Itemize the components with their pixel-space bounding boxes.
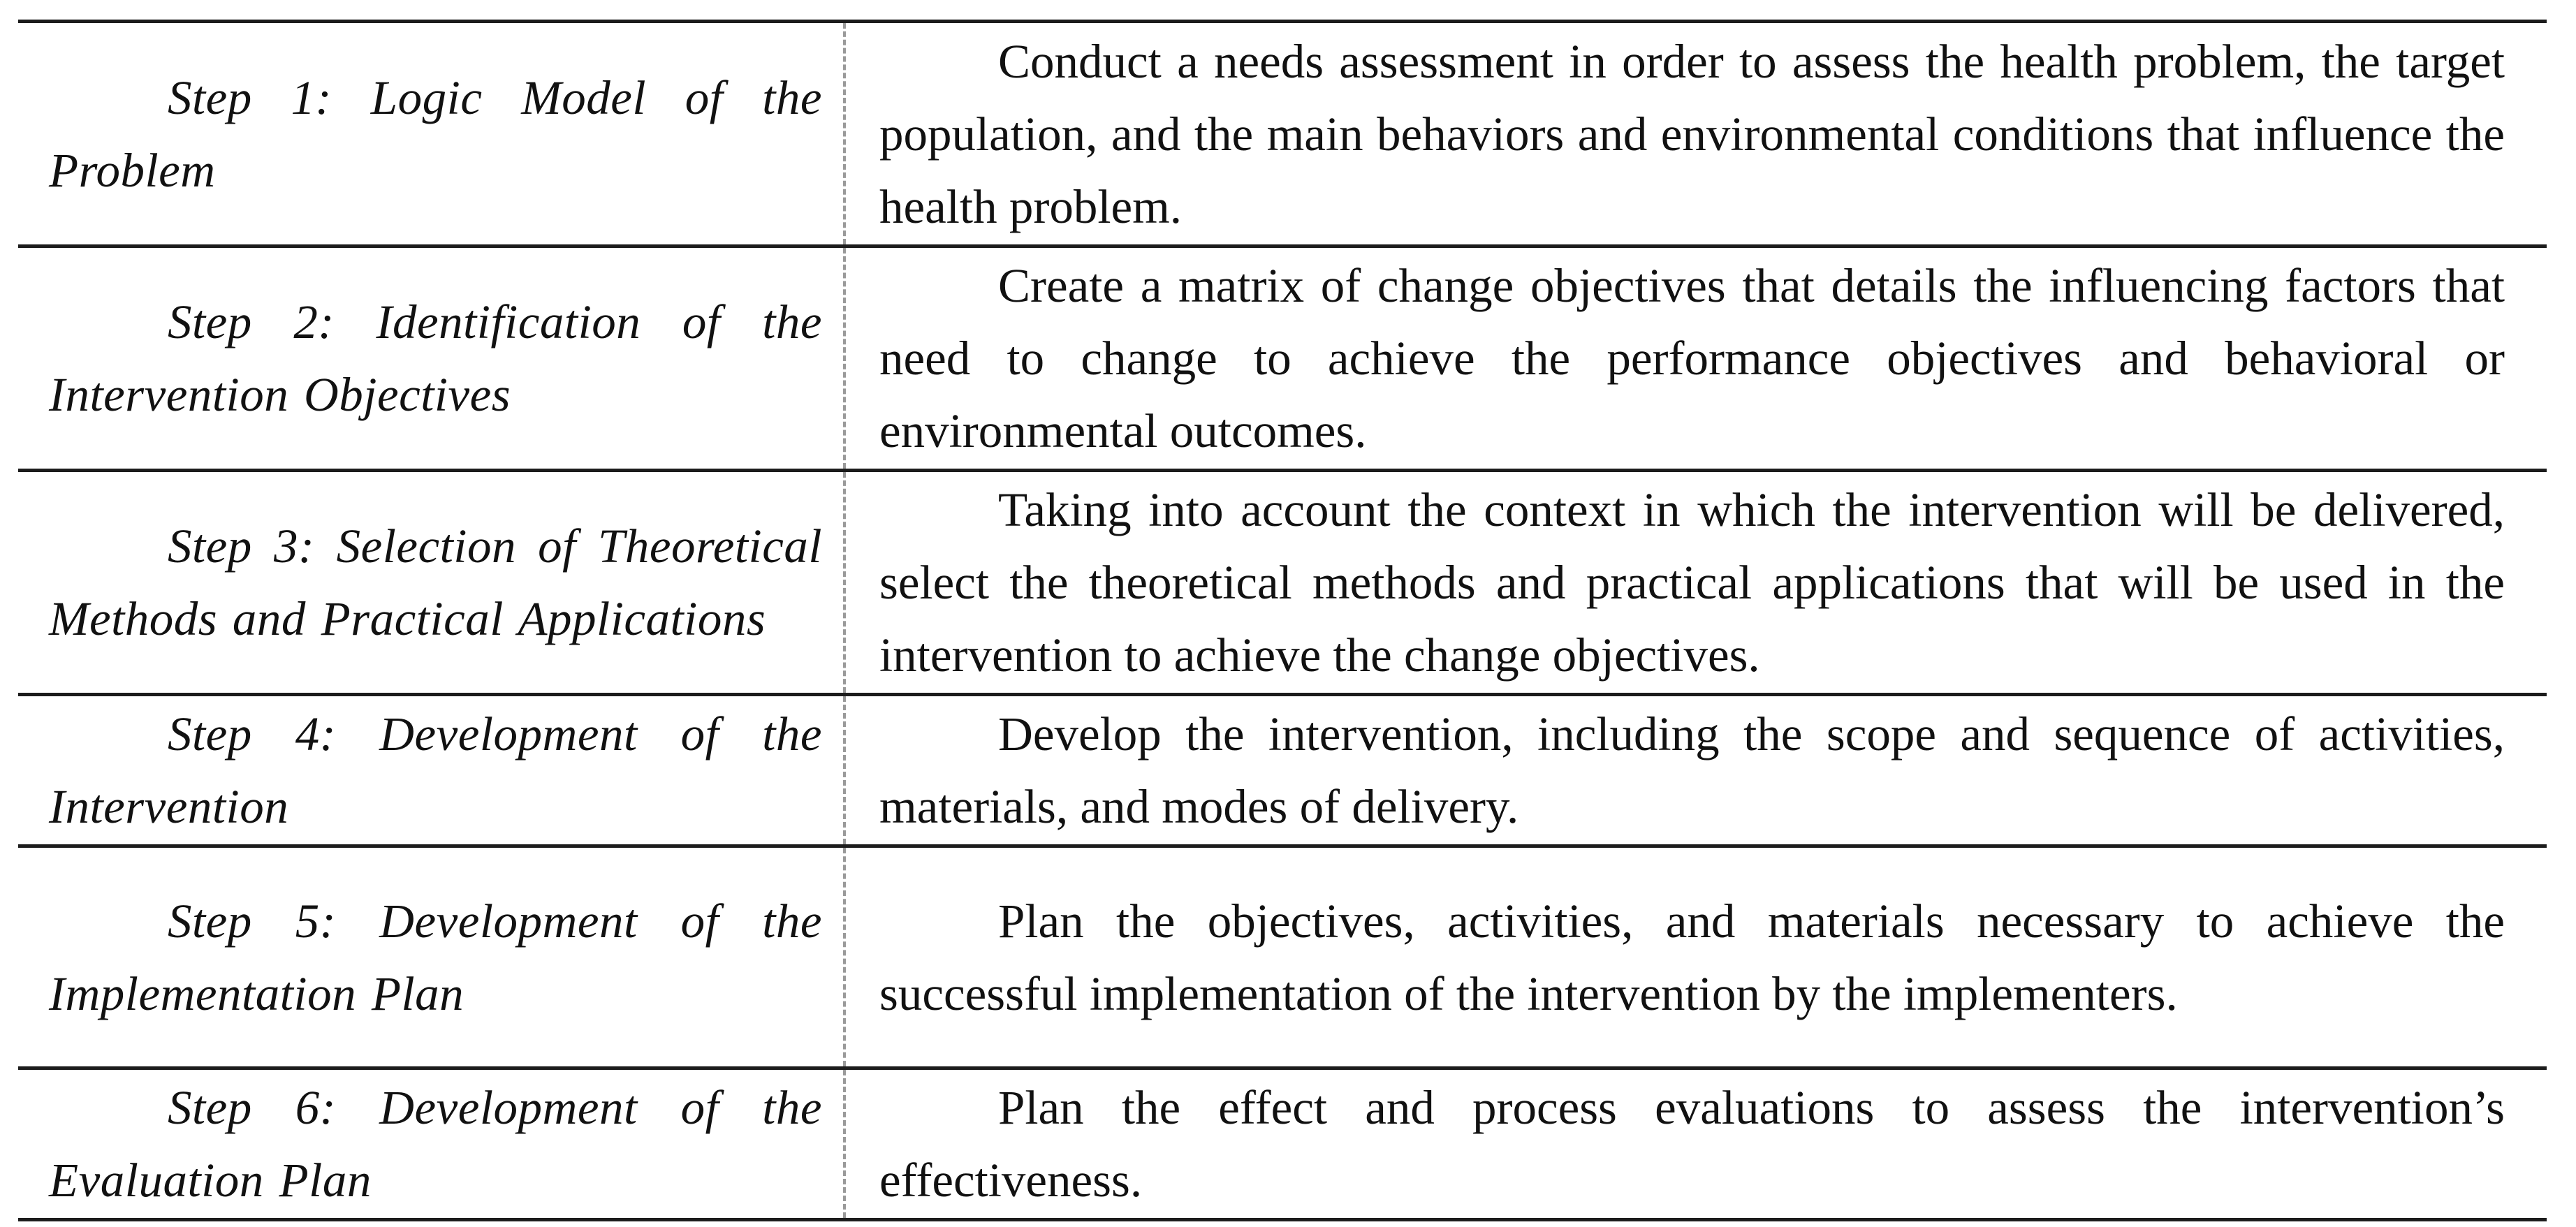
step-description-cell: Plan the effect and process evaluations to assess the intervention’s effectiveness. [879,1081,2505,1207]
table-row [18,1068,2547,1220]
step-name-cell: Step 3: Selection of Theoretical Methods and Practical Applications [18,471,844,695]
step-description-cell: Plan the objectives, activities, and materials necessary to achieve the successful implementation of the intervention by the implementers. [879,894,2505,1020]
step-description-cell: Develop the intervention, including the scope and sequence of activities, materials, and modes of delivery. [879,707,2505,833]
table-row [18,471,2547,695]
step-name-cell: Step 6: Development of the Evaluation Plan [18,1068,844,1220]
table-row [18,695,2547,846]
step-description-cell: Taking into account the context in which the intervention will be delivered, select the theoretical methods and practical applications that will be used in the intervention to achieve the change objectives. [879,483,2505,682]
step-description-cell: Create a matrix of change objectives that details the influencing factors that need to change to achieve the performance objectives and behavioral or environmental outcomes. [879,259,2505,457]
step-name-cell: Step 1: Logic Model of the Problem [18,22,844,247]
intervention-mapping-steps-table [18,20,2547,1221]
step-description-cell: Conduct a needs assessment in order to assess the health problem, the target population, and the main behaviors and environmental conditions that influence the health problem. [879,34,2505,233]
table-row [18,22,2547,247]
step-name-cell: Step 2: Identification of the Intervention Objectives [18,247,844,471]
step-name-cell: Step 5: Development of the Implementation Plan [18,846,844,1068]
table-body [18,22,2547,1220]
table-row [18,247,2547,471]
step-name-cell: Step 4: Development of the Intervention [18,695,844,846]
table-row [18,846,2547,1068]
